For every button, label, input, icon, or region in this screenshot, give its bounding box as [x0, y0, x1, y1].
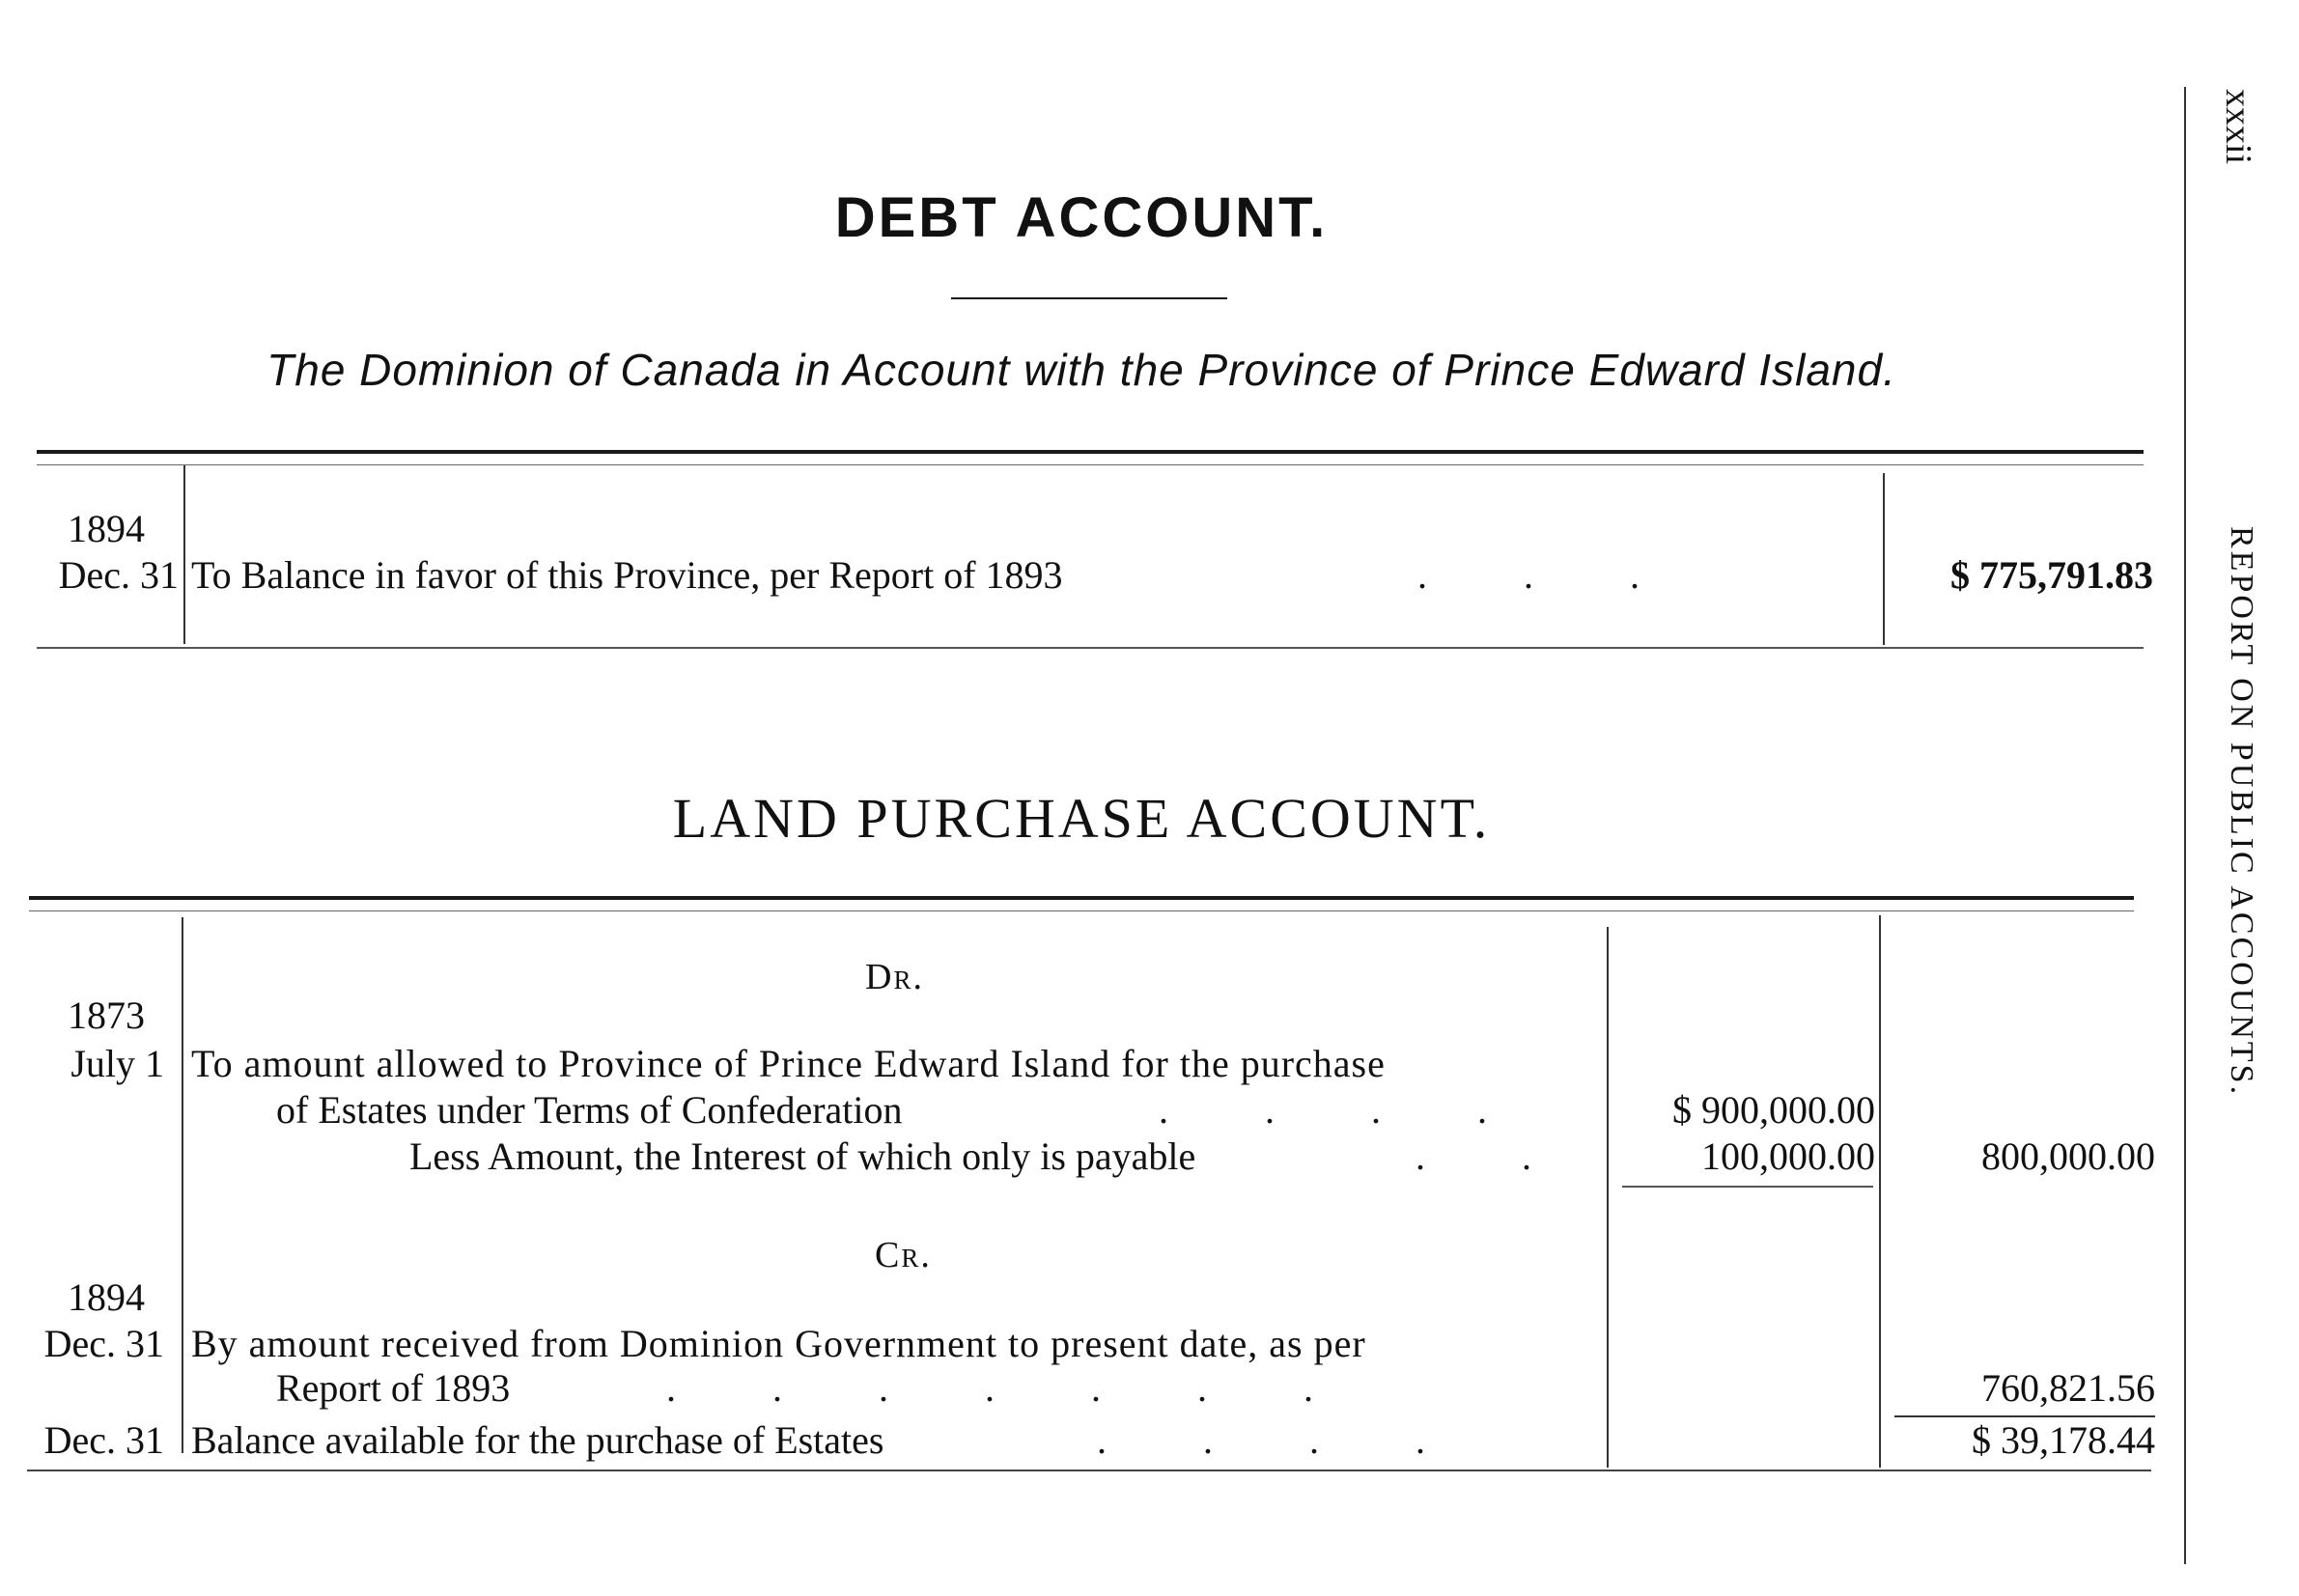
debt-date-column-rule	[183, 465, 185, 644]
debt-account-subtitle: The Dominion of Canada in Account with the Province of Prince Edward Island.	[266, 345, 1896, 395]
land-date-column-rule	[182, 917, 183, 1453]
dr-line-2: of Estates under Terms of Confederation	[276, 1088, 903, 1132]
dr-date: July 1	[70, 1042, 164, 1085]
debt-account-title: DEBT ACCOUNT.	[834, 186, 1329, 249]
land-purchase-title: LAND PURCHASE ACCOUNT.	[672, 787, 1491, 850]
cr-year: 1894	[68, 1275, 145, 1319]
cr-date: Dec. 31	[43, 1322, 164, 1365]
cr-line-2-total: 760,821.56	[1981, 1366, 2155, 1410]
dr-line-3-total: 800,000.00	[1981, 1134, 2155, 1178]
debt-description: To Balance in favor of this Province, per Report of 1893	[191, 553, 1063, 597]
debt-year: 1894	[68, 507, 145, 550]
land-table-top-rule	[29, 896, 2134, 900]
dr-line-3-amount: 100,000.00	[1701, 1134, 1875, 1178]
right-margin-rule	[2184, 87, 2186, 1564]
debt-table-top-rule	[37, 450, 2144, 454]
cr-line-2-leader: . . . . . . .	[666, 1366, 1313, 1410]
dr-subtotal-rule	[1622, 1186, 1873, 1188]
debt-date: Dec. 31	[58, 553, 179, 597]
debt-table-bottom-rule	[37, 647, 2144, 649]
debt-amount-column-rule	[1883, 473, 1885, 645]
balance-description: Balance available for the purchase of Estates	[191, 1418, 884, 1462]
dr-line-1: To amount allowed to Province of Prince Edward Island for the purchase	[191, 1042, 1386, 1085]
balance-leader: . . . .	[1097, 1418, 1425, 1462]
dr-label: Dr.	[865, 957, 924, 997]
debt-table-top-rule-thin	[37, 464, 2144, 465]
title-divider	[951, 297, 1227, 299]
cr-total-rule	[1894, 1415, 2155, 1417]
cr-line-2: Report of 1893	[276, 1366, 511, 1410]
land-subamount-column-rule	[1607, 927, 1609, 1468]
dr-year: 1873	[68, 994, 145, 1037]
page-number: xxxii	[2218, 89, 2258, 165]
land-table-bottom-rule	[27, 1470, 2151, 1471]
balance-date: Dec. 31	[43, 1418, 164, 1462]
dr-line-2-leader: . . . .	[1159, 1088, 1487, 1132]
land-total-column-rule	[1879, 915, 1881, 1468]
cr-label: Cr.	[875, 1235, 932, 1275]
side-running-head: REPORT ON PUBLIC ACCOUNTS.	[2224, 526, 2259, 1098]
debt-amount: $ 775,791.83	[1950, 553, 2153, 597]
balance-total: $ 39,178.44	[1972, 1418, 2155, 1462]
dr-line-2-amount: $ 900,000.00	[1672, 1088, 1875, 1132]
dr-line-3-leader: . .	[1416, 1134, 1531, 1178]
land-table-top-rule-thin	[29, 910, 2134, 911]
dr-line-3: Less Amount, the Interest of which only is payable	[409, 1134, 1196, 1178]
debt-leader-dots: . . .	[1417, 553, 1640, 597]
cr-line-1: By amount received from Dominion Government to present date, as per	[191, 1322, 1366, 1365]
